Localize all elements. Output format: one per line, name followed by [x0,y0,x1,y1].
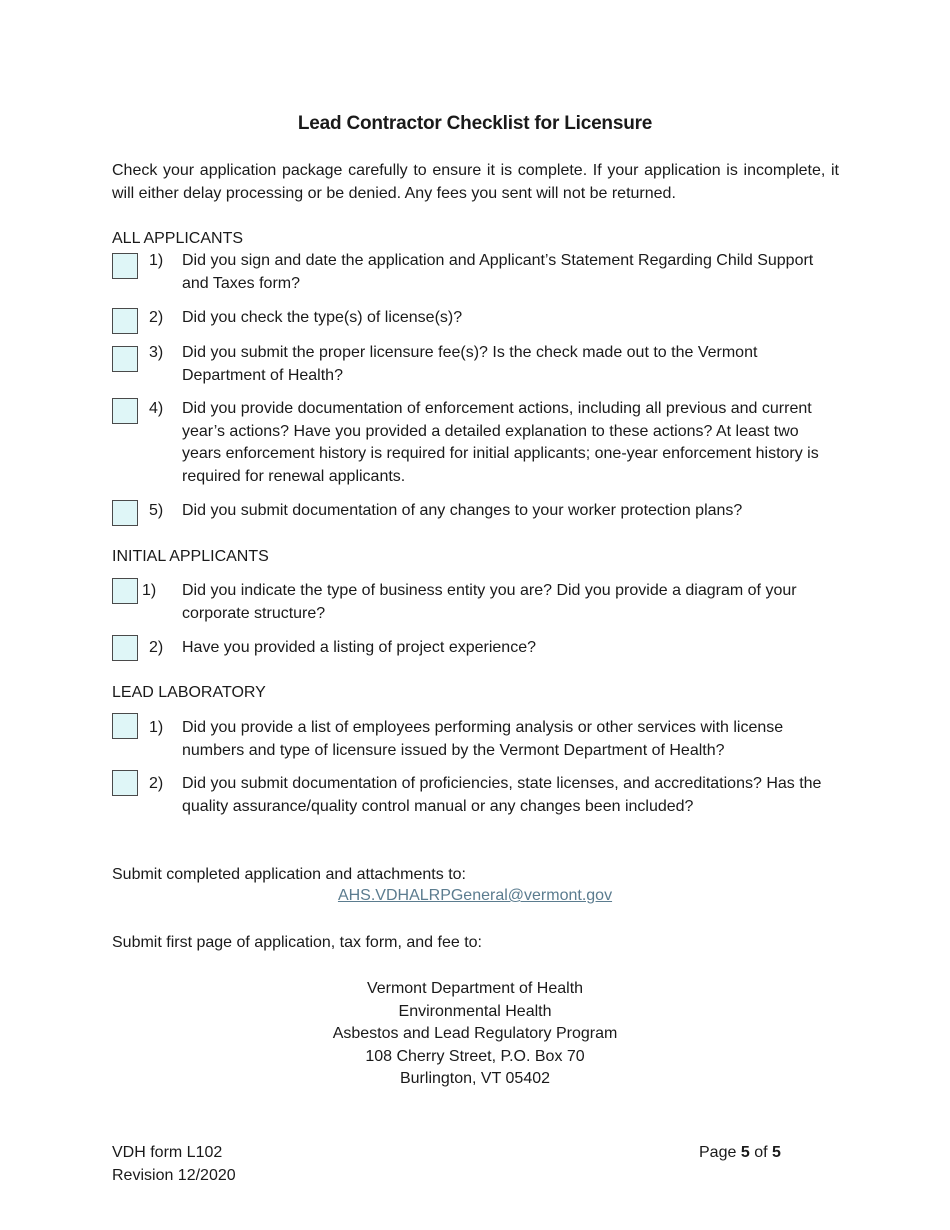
item-text: Did you submit documentation of any changes to your worker protection plans? [182,502,743,519]
checkbox[interactable] [112,398,138,424]
item-number: 1) [149,252,164,269]
submit-mail-label: Submit first page of application, tax form, and fee to: [112,934,482,951]
item-number: 1) [149,719,164,736]
item-number: 2) [149,639,164,656]
item-text: Did you sign and date the application and Applicant’s Statement Regarding Child Support and Taxes form? [182,252,814,292]
email-link[interactable]: AHS.VDHALRPGeneral@vermont.gov [337,887,613,904]
checkbox[interactable] [112,578,138,604]
page-current: 5 [740,1144,750,1161]
item-text: Did you submit the proper licensure fee(s)? Is the check made out to the Vermont Department of Health? [182,344,758,384]
section-heading-initial-applicants: INITIAL APPLICANTS [112,548,269,565]
item-text: Did you check the type(s) of license(s)? [182,309,463,326]
intro-paragraph: Check your application package carefully to ensure it is complete. If your application is incomplete, it will either delay processing or be denied. Any fees you sent will not be returned. [112,162,839,202]
item-number: 2) [149,309,164,326]
footer-form-info [112,1142,236,1187]
item-text: Did you indicate the type of business entity you are? Did you provide a diagram of your corporate structure? [182,582,797,622]
form-number: VDH form L102 [112,1144,223,1161]
address-line: Vermont Department of Health [366,980,584,997]
item-number: 1) [142,582,157,599]
item-text: Have you provided a listing of project experience? [182,639,536,656]
mailing-address [0,978,950,1091]
item-text: Did you provide documentation of enforcement actions, including all previous and current year’s actions? Have you provided a detailed explanation to these actions? At least two years enforcement history is required for initial applicants; one-year enforcement history is required for renewal applicants. [182,400,819,485]
page-of: of [754,1144,768,1161]
checkbox[interactable] [112,770,138,796]
section-heading-all-applicants: ALL APPLICANTS [112,230,244,247]
checkbox[interactable] [112,713,138,739]
page-title: Lead Contractor Checklist for Licensure [297,113,653,134]
section-heading-lead-laboratory: LEAD LABORATORY [112,684,266,701]
checkbox[interactable] [112,500,138,526]
address-line: Burlington, VT 05402 [399,1070,551,1088]
item-text: Did you provide a list of employees performing analysis or other services with license numbers and type of licensure issued by the Vermont Department of Health? [182,719,784,759]
item-number: 2) [149,775,164,792]
page-number [699,1142,781,1165]
item-text: Did you submit documentation of proficiencies, state licenses, and accreditations? Has the quality assurance/quality control manual or any changes been included? [182,775,822,815]
address-line: Environmental Health [398,1002,552,1020]
checkbox[interactable] [112,635,138,661]
item-number: 3) [149,344,164,361]
page-total: 5 [771,1144,781,1161]
item-number: 4) [149,400,164,417]
item-number: 5) [149,502,164,519]
submit-email-label: Submit completed application and attachments to: [112,866,466,883]
revision-date: Revision 12/2020 [112,1166,236,1184]
checkbox[interactable] [112,308,138,334]
checkbox[interactable] [112,346,138,372]
checkbox[interactable] [112,253,138,279]
page-prefix: Page [699,1144,737,1161]
address-line: Asbestos and Lead Regulatory Program [332,1025,618,1043]
address-line: 108 Cherry Street, P.O. Box 70 [365,1047,585,1065]
